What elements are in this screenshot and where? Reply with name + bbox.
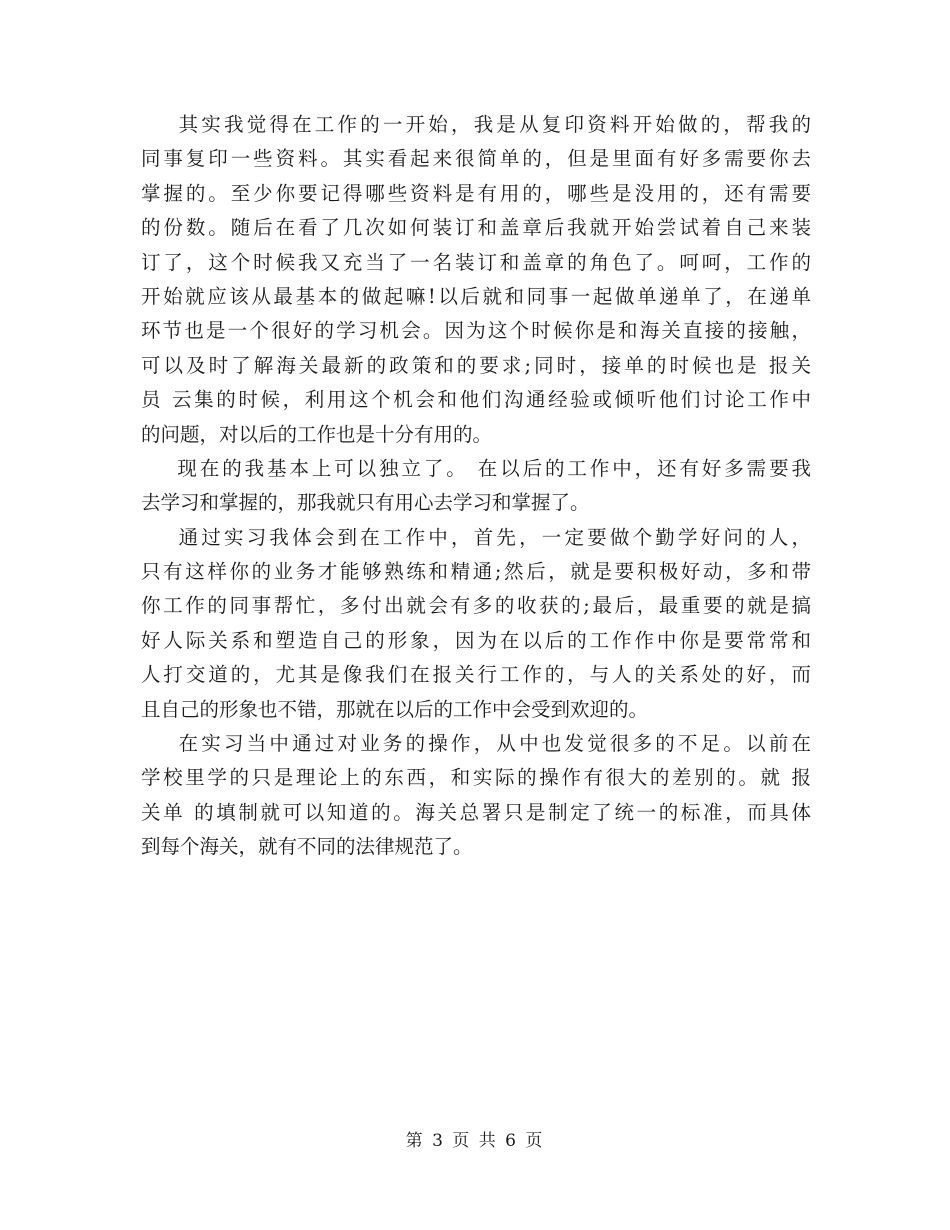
text-line: 的份数。随后在看了几次如何装订和盖章后我就开始尝试着自己来装 [141, 216, 811, 240]
text-line: 现在的我基本上可以独立了。 在以后的工作中，还有好多需要我 [141, 456, 811, 480]
text-line: 可以及时了解海关最新的政策和的要求;同时，接单的时候也是 报关 [141, 353, 811, 377]
text-line: 关单 的填制就可以知道的。海关总署只是制定了统一的标准，而具体 [141, 800, 811, 824]
text-line: 且自己的形象也不错，那就在以后的工作中会受到欢迎的。 [141, 697, 649, 721]
text-line: 人打交道的，尤其是像我们在报关行工作的，与人的关系处的好，而 [141, 663, 811, 687]
text-line: 好人际关系和塑造自己的形象，因为在以后的工作作中你是要常常和 [141, 628, 811, 652]
text-line: 你工作的同事帮忙，多付出就会有多的收获的;最后，最重要的就是搞 [141, 594, 811, 618]
text-line: 掌握的。至少你要记得哪些资料是有用的，哪些是没用的，还有需要 [141, 181, 811, 205]
text-line: 去学习和掌握的，那我就只有用心去学习和掌握了。 [141, 491, 590, 515]
text-line: 通过实习我体会到在工作中，首先，一定要做个勤学好问的人， [141, 525, 811, 549]
text-line: 同事复印一些资料。其实看起来很简单的，但是里面有好多需要你去 [141, 147, 811, 171]
text-line: 在实习当中通过对业务的操作，从中也发觉很多的不足。以前在 [141, 732, 811, 756]
page-number-footer: 第 3 页 共 6 页 [405, 1131, 545, 1151]
text-line: 订了，这个时候我又充当了一名装订和盖章的角色了。呵呵，工作的 [141, 250, 811, 274]
text-line: 只有这样你的业务才能够熟练和精通;然后，就是要积极好动，多和带 [141, 560, 811, 584]
text-line: 开始就应该从最基本的做起嘛!以后就和同事一起做单递单了，在递单 [141, 284, 811, 308]
body-text [141, 108, 811, 865]
text-line: 到每个海关，就有不同的法律规范了。 [141, 835, 473, 859]
text-line: 其实我觉得在工作的一开始，我是从复印资料开始做的，帮我的 [141, 113, 811, 136]
text-line: 的问题，对以后的工作也是十分有用的。 [141, 422, 493, 446]
text-line: 学校里学的只是理论上的东西，和实际的操作有很大的差别的。就 报 [141, 766, 811, 790]
text-line: 员 云集的时候，利用这个机会和他们沟通经验或倾听他们讨论工作中 [141, 388, 811, 412]
text-line: 环节也是一个很好的学习机会。因为这个时候你是和海关直接的接触， [141, 319, 811, 343]
